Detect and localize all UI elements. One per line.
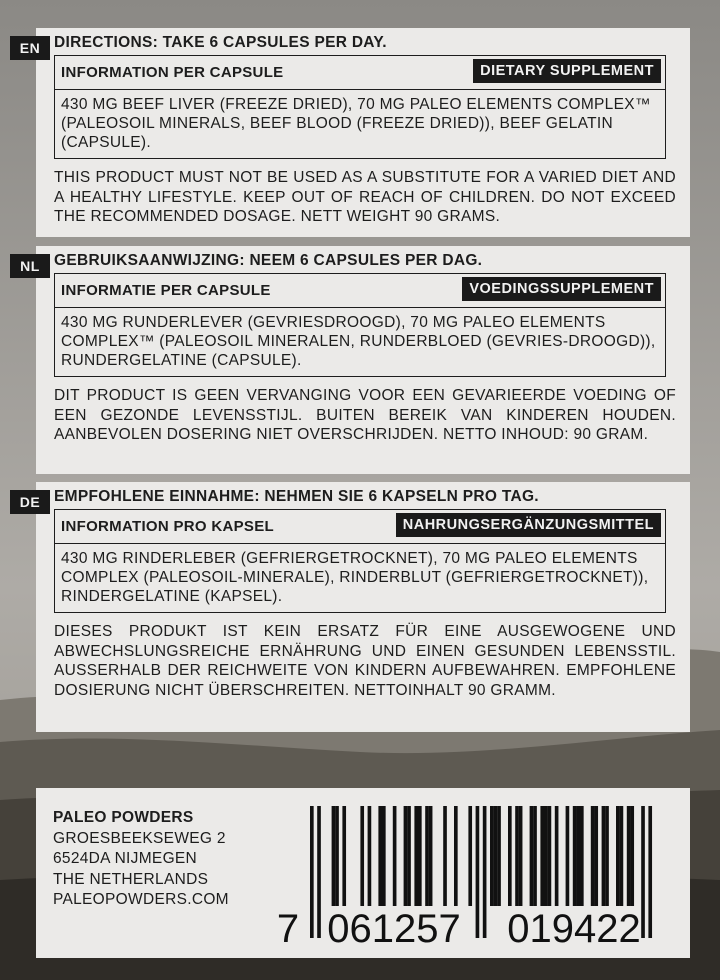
barcode-bar xyxy=(360,806,364,906)
barcode-bar xyxy=(454,806,458,906)
barcode-bar xyxy=(468,806,472,906)
barcode-bar xyxy=(515,806,519,906)
barcode-bar xyxy=(508,806,512,906)
barcode-bar xyxy=(476,806,480,938)
barcode-bar xyxy=(573,806,577,906)
info-header xyxy=(55,56,665,90)
ingredients-text: 430 MG RUNDERLEVER (GEVRIESDROOGD), 70 MG PALEO ELEMENTS COMPLEX™ (PALEOSOIL MINERALEN, RUNDERBLOED (GEVRIES-DROOGD)), RUNDERGELATINE (CAPSULE). xyxy=(61,314,656,369)
barcode-bar xyxy=(576,806,580,906)
barcode-bar xyxy=(648,806,652,938)
barcode-bar xyxy=(332,806,336,906)
section-nl xyxy=(36,246,690,474)
warning-text: DIESES PRODUKT IST KEIN ERSATZ FÜR EINE AUSGEWOGENE UND ABWECHSLUNGSREICHE ERNÄHRUNG UND EINEN GESUNDEN LEBENSSTIL. AUSSERHALB DER REICHWEITE VON KINDERN AUFBEWAHREN. EMPFOHLENE DOSIERUNG NICHT ÜBERSCHREITEN. NETTOINHALT 90 GRAMM. xyxy=(54,623,676,699)
info-box xyxy=(54,509,666,613)
street: GROESBEEKSEWEG 2 xyxy=(53,829,226,847)
lang-tag-nl: NL xyxy=(10,254,50,278)
barcode-bar xyxy=(418,806,422,906)
barcode-right-digits: 019422 xyxy=(507,907,641,946)
barcode-left-digits: 061257 xyxy=(327,907,461,946)
barcode-bar xyxy=(594,806,598,906)
section-en xyxy=(36,28,690,237)
barcode-bar xyxy=(519,806,523,906)
company-name: PALEO POWDERS xyxy=(53,809,194,826)
info-box xyxy=(54,273,666,377)
barcode-bar xyxy=(407,806,411,906)
country: THE NETHERLANDS xyxy=(53,870,209,888)
barcode-bar xyxy=(443,806,447,906)
barcode-bar xyxy=(490,806,494,906)
company-address xyxy=(53,808,229,911)
barcode-bar xyxy=(378,806,382,906)
info-header xyxy=(55,274,665,308)
barcode-bar xyxy=(335,806,339,906)
barcode-bar xyxy=(591,806,595,906)
warning-text: THIS PRODUCT MUST NOT BE USED AS A SUBSTITUTE FOR A VARIED DIET AND A HEALTHY LIFESTYLE. KEEP OUT OF REACH OF CHILDREN. DO NOT EXCEED THE RECOMMENDED DOSAGE. NETT WEIGHT 90 GRAMS. xyxy=(54,169,676,225)
ingredients-text: 430 MG BEEF LIVER (FREEZE DRIED), 70 MG PALEO ELEMENTS COMPLEX™ (PALEOSOIL MINERALS, BEEF BLOOD (FREEZE DRIED)), BEEF GELATIN (CAPSULE). xyxy=(61,96,651,151)
barcode-bar xyxy=(616,806,620,906)
barcode-bar xyxy=(310,806,314,938)
info-title: INFORMATION PRO KAPSEL xyxy=(61,518,274,535)
barcode-bar xyxy=(548,806,552,906)
barcode-bar xyxy=(620,806,624,906)
barcode-first-digit: 7 xyxy=(276,907,300,946)
barcode-bar xyxy=(425,806,429,906)
barcode-bar xyxy=(494,806,498,906)
directions: EMPFOHLENE EINNAHME: NEHMEN SIE 6 KAPSELN PRO TAG. xyxy=(54,488,539,505)
barcode-bar xyxy=(540,806,544,906)
barcode-bar xyxy=(368,806,372,906)
info-title: INFORMATIE PER CAPSULE xyxy=(61,282,271,299)
barcode-bar xyxy=(641,806,645,938)
supplement-badge: VOEDINGSSUPPLEMENT xyxy=(462,277,661,301)
directions: GEBRUIKSAANWIJZING: NEEM 6 CAPSULES PER DAG. xyxy=(54,252,483,269)
lang-tag-de: DE xyxy=(10,490,50,514)
barcode-bar xyxy=(580,806,584,906)
info-header xyxy=(55,510,665,544)
barcode-bar xyxy=(627,806,631,906)
barcode-bar xyxy=(544,806,548,906)
address-panel xyxy=(36,788,690,958)
ingredients-text: 430 MG RINDERLEBER (GEFRIERGETROCKNET), 70 MG PALEO ELEMENTS COMPLEX (PALEOSOIL-MINERALE), RINDERBLUT (GEFRIERGETROCKNET)), RINDERGELATINE (KAPSEL). xyxy=(61,550,649,605)
barcode-bar xyxy=(555,806,559,906)
directions: DIRECTIONS: TAKE 6 CAPSULES PER DAY. xyxy=(54,34,387,51)
barcode-bar xyxy=(342,806,346,906)
supplement-badge: DIETARY SUPPLEMENT xyxy=(473,59,661,83)
barcode-bar xyxy=(602,806,606,906)
warning-text: DIT PRODUCT IS GEEN VERVANGING VOOR EEN GEVARIEERDE VOEDING OF EEN GEZONDE LEVENSSTIJL. BUITEN BEREIK VAN KINDEREN HOUDEN. AANBEVOLEN DOSERING NIET OVERSCHRIJDEN. NETTO INHOUD: 90 GRAM. xyxy=(54,387,676,443)
barcode-bar xyxy=(429,806,433,906)
barcode-bar xyxy=(533,806,537,906)
barcode-bar xyxy=(317,806,321,938)
barcode-bar xyxy=(630,806,634,906)
lang-tag-en: EN xyxy=(10,36,50,60)
barcode-bar xyxy=(605,806,609,906)
section-de xyxy=(36,482,690,732)
barcode-bar xyxy=(393,806,397,906)
barcode-bar xyxy=(530,806,534,906)
website: PALEOPOWDERS.COM xyxy=(53,891,229,908)
supplement-badge: NAHRUNGSERGÄNZUNGSMITTEL xyxy=(396,513,661,537)
info-title: INFORMATION PER CAPSULE xyxy=(61,64,284,81)
barcode-bar xyxy=(483,806,487,938)
barcode-bar xyxy=(382,806,386,906)
barcode xyxy=(276,804,680,946)
barcode-bar xyxy=(404,806,408,906)
barcode-bar xyxy=(566,806,570,906)
barcode-bar xyxy=(497,806,501,906)
barcode-bar xyxy=(414,806,418,906)
postal-city: 6524DA NIJMEGEN xyxy=(53,850,198,867)
info-box xyxy=(54,55,666,159)
